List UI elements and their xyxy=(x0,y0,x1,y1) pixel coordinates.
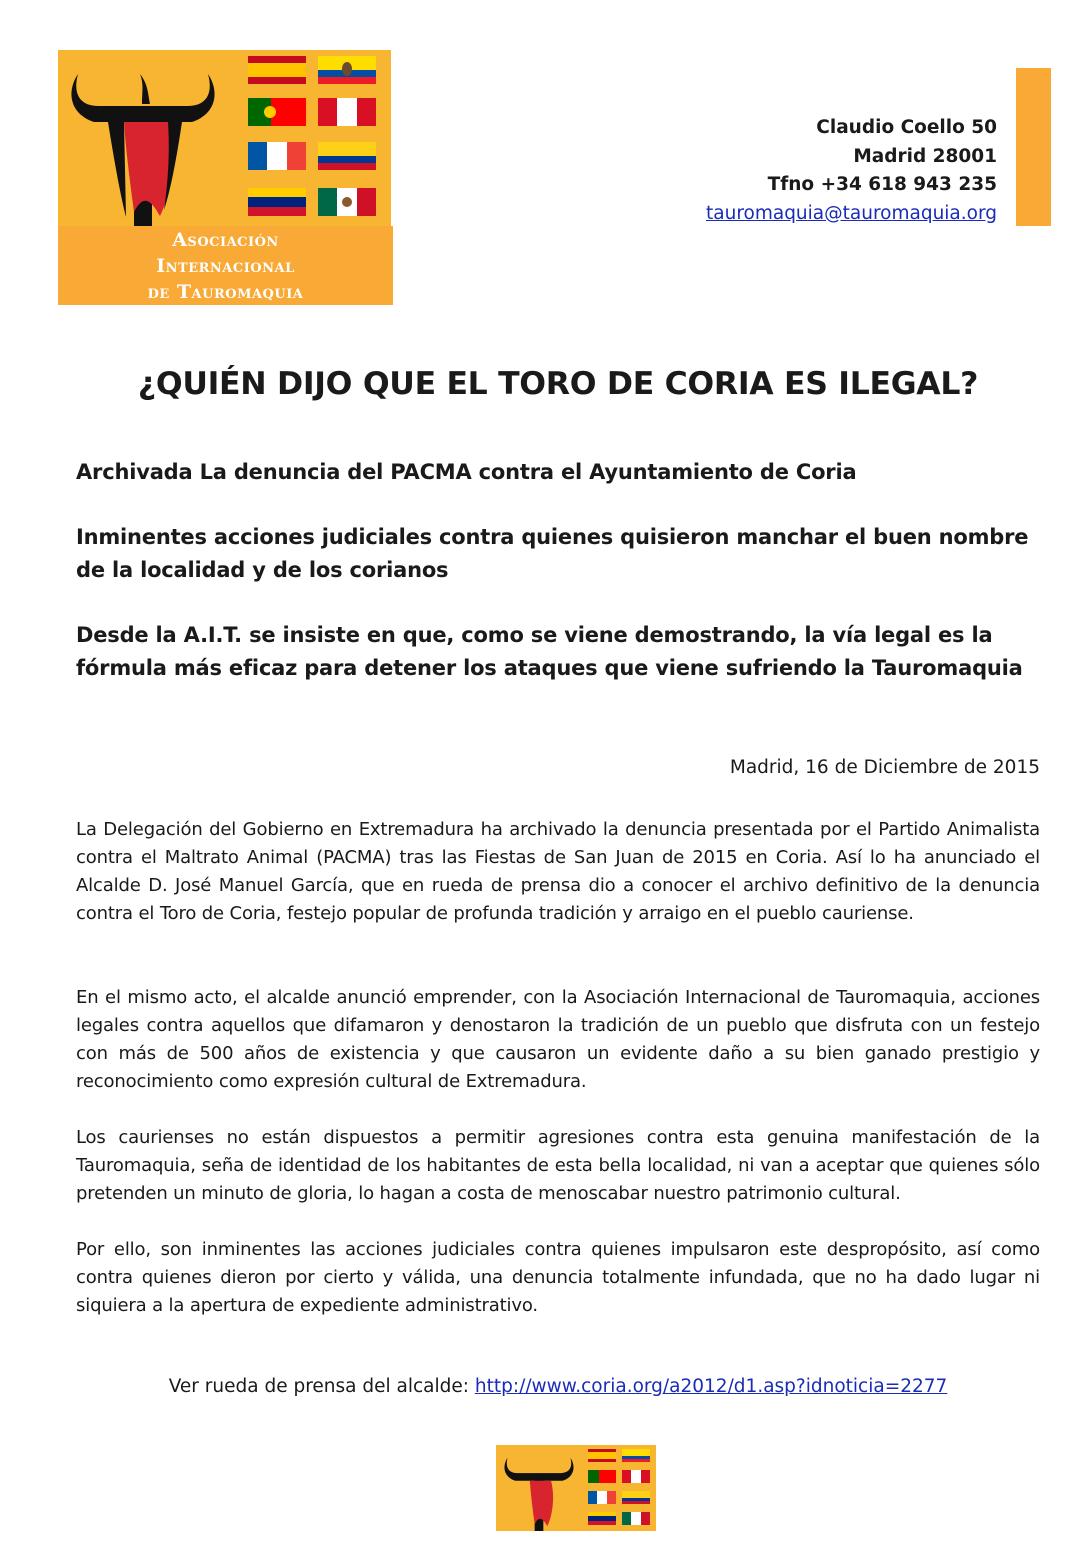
bull-horns-cape-icon xyxy=(64,52,222,226)
colombia-flag-icon xyxy=(318,142,376,170)
logo-name-line: Internacional xyxy=(156,254,295,277)
press-release-date: Madrid, 16 de Diciembre de 2015 xyxy=(729,757,1040,778)
orange-side-bar xyxy=(1016,68,1051,226)
spain-flag-icon xyxy=(248,56,306,84)
press-conference-link[interactable]: http://www.coria.org/a2012/d1.asp?idnoticia=2277 xyxy=(474,1376,948,1397)
logo-name-band xyxy=(58,226,393,305)
contact-block xyxy=(706,114,997,228)
peru-flag-icon xyxy=(622,1470,650,1483)
footer-logo xyxy=(496,1445,656,1531)
ecuador-flag-icon xyxy=(318,56,376,84)
ecuador-flag-icon xyxy=(622,1449,650,1462)
association-logo xyxy=(58,50,393,305)
body-paragraph-2: En el mismo acto, el alcalde anunció emprender, con la Asociación Internacional de Tauromaquia, acciones legales contra aquellos que difamaron y denostaron la tradición de un pueblo que disfruta con un festejo con más de 500 años de existencia y que causaron un evidente daño a su bien ganado prestigio y reconocimiento como expresión cultural de Extremadura. xyxy=(76,987,1040,1092)
bull-horns-cape-icon xyxy=(500,1447,578,1531)
peru-flag-icon xyxy=(318,98,376,126)
body-paragraph-4: Por ello, son inminentes las acciones judiciales contra quienes impulsaron este despropósito, así como contra quienes dieron por cierto y válida, una denuncia totalmente infundada, que no ha dado lugar ni siquiera a la apertura de expediente administrativo. xyxy=(76,1239,1040,1316)
logo-emblem-area xyxy=(58,50,391,226)
body-paragraph-1: La Delegación del Gobierno en Extremadura ha archivado la denuncia presentada por el Partido Animalista contra el Maltrato Animal (PACMA) tras las Fiestas de San Juan de 2015 en Coria. Así lo ha anunciado el Alcalde D. José Manuel García, que en rueda de prensa dio a conocer el archivo definitivo de la denuncia contra el Toro de Coria, festejo popular de profunda tradición y arraigo en el pueblo cauriense. xyxy=(76,819,1040,924)
contact-phone: Tfno +34 618 943 235 xyxy=(767,174,997,195)
subheading-2: Inminentes acciones judiciales contra quienes quisieron manchar el buen nombre de la localidad y de los corianos xyxy=(76,525,1029,582)
france-flag-icon xyxy=(588,1491,616,1504)
press-conference-label: Ver rueda de prensa del alcalde: xyxy=(168,1376,475,1397)
logo-name-line: de Tauromaquia xyxy=(147,280,304,303)
portugal-flag-icon xyxy=(588,1470,616,1483)
france-flag-icon xyxy=(248,142,306,170)
subheading-3: Desde la A.I.T. se insiste en que, como se viene demostrando, la vía legal es la fórmula más eficaz para detener los ataques que viene sufriendo la Tauromaquia xyxy=(76,623,1023,680)
press-conference-line xyxy=(0,1376,1080,1397)
mexico-flag-icon xyxy=(318,188,376,216)
venezuela-flag-icon xyxy=(248,188,306,216)
portugal-flag-icon xyxy=(248,98,306,126)
spain-flag-icon xyxy=(588,1449,616,1462)
body-paragraph-3: Los caurienses no están dispuestos a permitir agresiones contra esta genuina manifestación de la Tauromaquia, seña de identidad de los habitantes de esta bella localidad, ni van a aceptar que quienes sólo pretenden un minuto de gloria, lo hagan a costa de menoscabar nuestro patrimonio cultural. xyxy=(76,1127,1040,1204)
contact-city: Madrid 28001 xyxy=(853,145,997,167)
subheading-1: Archivada La denuncia del PACMA contra el Ayuntamiento de Coria xyxy=(76,460,857,484)
contact-email-link[interactable]: tauromaquia@tauromaquia.org xyxy=(706,202,997,224)
page-title: ¿QUIÉN DIJO QUE EL TORO DE CORIA ES ILEGAL? xyxy=(137,366,979,402)
contact-address: Claudio Coello 50 xyxy=(816,117,997,138)
colombia-flag-icon xyxy=(622,1491,650,1504)
logo-name-line: Asociación xyxy=(172,228,279,251)
venezuela-flag-icon xyxy=(588,1512,616,1525)
mexico-flag-icon xyxy=(622,1512,650,1525)
